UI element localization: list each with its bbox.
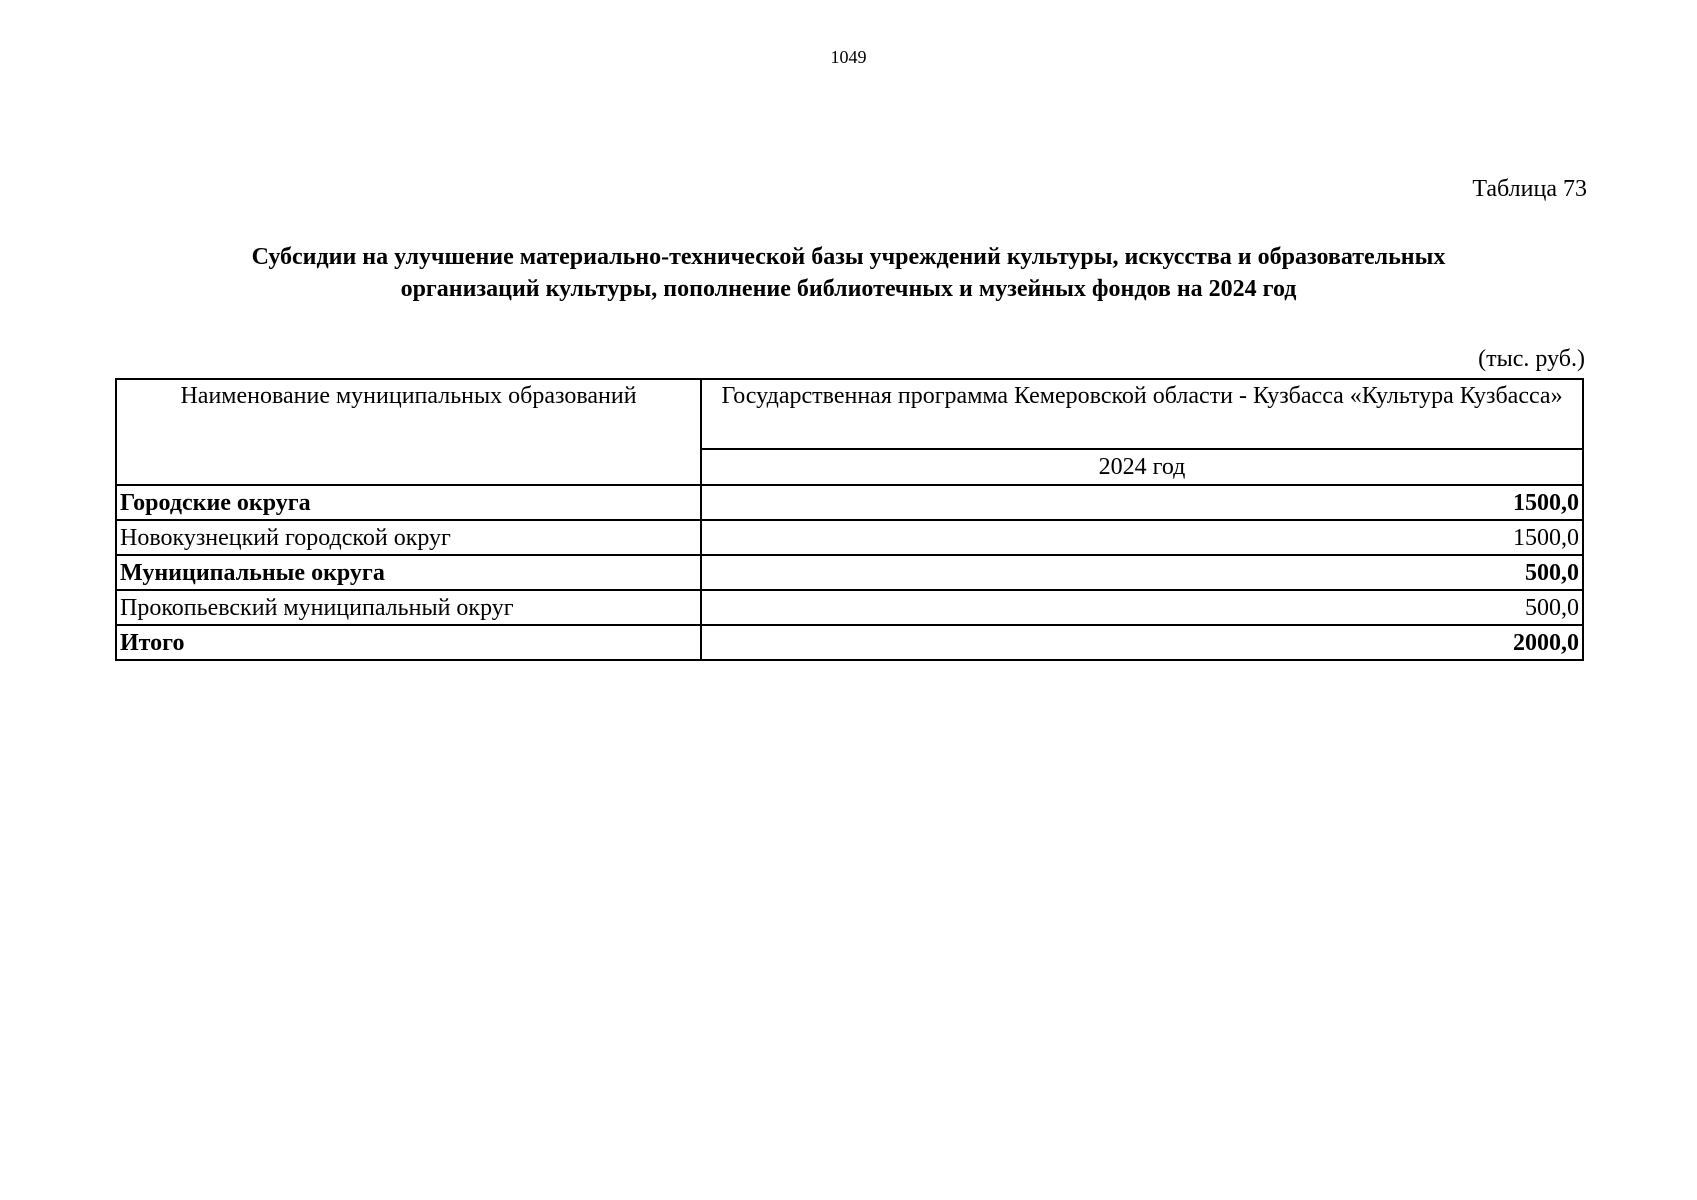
table-header-row: [116, 379, 1583, 449]
row-name: Городские округа: [116, 485, 701, 520]
page-number: 1049: [830, 47, 867, 67]
row-name: Муниципальные округа: [116, 555, 701, 590]
row-value: 1500,0: [701, 485, 1583, 520]
total-name: Итого: [116, 625, 701, 660]
row-name: Прокопьевский муниципальный округ: [116, 590, 701, 625]
subsidy-table: [115, 378, 1584, 661]
table-row: [116, 485, 1583, 520]
document-title-line-1: Субсидии на улучшение материально-технической базы учреждений культуры, искусства и образовательных: [251, 244, 1446, 270]
document-title-line-2: организаций культуры, пополнение библиотечных и музейных фондов на 2024 год: [400, 276, 1297, 302]
total-value: 2000,0: [701, 625, 1583, 660]
table-label: Таблица 73: [1472, 176, 1587, 202]
table-row-total: [116, 625, 1583, 660]
table-row: [116, 520, 1583, 555]
document-title: [120, 241, 1577, 305]
header-year: 2024 год: [701, 449, 1583, 485]
table-row: [116, 590, 1583, 625]
header-state-program: Государственная программа Кемеровской области - Кузбасса «Культура Кузбасса»: [701, 379, 1583, 449]
row-value: 1500,0: [701, 520, 1583, 555]
units-label: (тыс. руб.): [1478, 346, 1585, 372]
row-value: 500,0: [701, 555, 1583, 590]
table-row: [116, 555, 1583, 590]
row-value: 500,0: [701, 590, 1583, 625]
header-municipality-name: Наименование муниципальных образований: [116, 379, 701, 485]
row-name: Новокузнецкий городской округ: [116, 520, 701, 555]
